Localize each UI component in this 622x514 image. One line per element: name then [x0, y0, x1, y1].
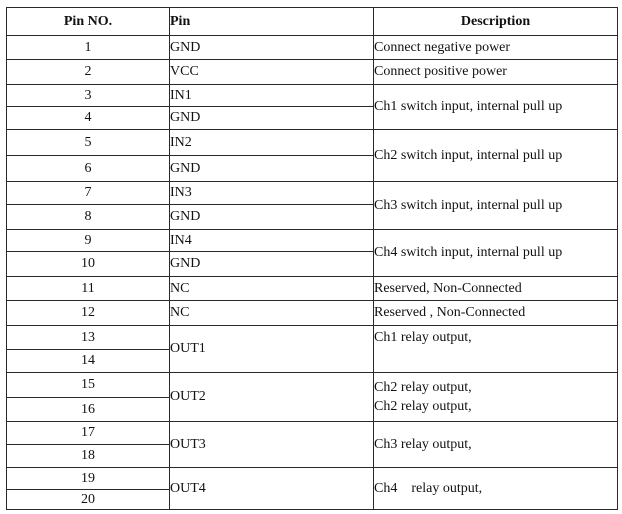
pin-number: 6: [7, 156, 170, 182]
table-row: [7, 36, 618, 60]
pin-description: [374, 373, 618, 422]
pin-name: VCC: [170, 60, 374, 85]
pin-number: 3: [7, 85, 170, 107]
description-line: Reserved , Non-Connected: [374, 305, 526, 321]
pin-number: 12: [7, 301, 170, 326]
pin-number: 7: [7, 182, 170, 205]
pin-number: 9: [7, 230, 170, 252]
description-line: Connect negative power: [374, 39, 511, 55]
pin-name: IN4: [170, 230, 374, 252]
pin-number: 17: [7, 422, 170, 445]
table-row: [7, 422, 618, 445]
description-line: Ch4 switch input, internal pull up: [374, 245, 563, 261]
pin-number: 18: [7, 445, 170, 468]
pin-name: OUT1: [170, 326, 374, 373]
pin-number: 10: [7, 252, 170, 277]
pin-description: [374, 468, 618, 510]
pin-description: [374, 130, 618, 182]
pin-number: 19: [7, 468, 170, 490]
pin-number: 5: [7, 130, 170, 156]
table-row: [7, 130, 618, 156]
pin-description: [374, 277, 618, 301]
table-row: [7, 85, 618, 107]
table-row: [7, 373, 618, 398]
description-line: Ch3 switch input, internal pull up: [374, 197, 563, 213]
description-line: Reserved, Non-Connected: [374, 280, 522, 296]
pin-number: 11: [7, 277, 170, 301]
pin-name: OUT2: [170, 373, 374, 422]
table-row: [7, 326, 618, 350]
description-line: Ch4 relay output,: [374, 480, 483, 496]
pin-name: OUT4: [170, 468, 374, 510]
pin-number: 13: [7, 326, 170, 350]
pin-description: [374, 422, 618, 468]
pin-name: GND: [170, 156, 374, 182]
pin-name: IN1: [170, 85, 374, 107]
pin-description: [374, 60, 618, 85]
pin-name: OUT3: [170, 422, 374, 468]
pin-name: GND: [170, 205, 374, 230]
header-pin-no: Pin NO.: [7, 8, 170, 36]
description-line: Ch2 relay output,: [374, 398, 472, 414]
header-description: Description: [374, 8, 618, 36]
pin-description: [374, 85, 618, 130]
pin-name: NC: [170, 277, 374, 301]
pin-number: 8: [7, 205, 170, 230]
pin-number: 20: [7, 490, 170, 510]
pin-name: GND: [170, 252, 374, 277]
description-line: Ch2 relay output,: [374, 380, 472, 396]
description-line: Ch1 switch input, internal pull up: [374, 99, 563, 115]
pin-name: IN2: [170, 130, 374, 156]
pin-number: 15: [7, 373, 170, 398]
description-line: Connect positive power: [374, 64, 507, 80]
description-line: Ch1 relay output,: [374, 330, 472, 345]
pin-name: GND: [170, 36, 374, 60]
pin-description: [374, 36, 618, 60]
pin-name: GND: [170, 107, 374, 130]
pin-description: [374, 182, 618, 230]
pin-number: 2: [7, 60, 170, 85]
pin-number: 4: [7, 107, 170, 130]
pin-description: [374, 301, 618, 326]
table-row: [7, 301, 618, 326]
table-row: [7, 182, 618, 205]
pin-table: [6, 7, 618, 510]
description-line: Ch2 switch input, internal pull up: [374, 147, 563, 163]
pin-description: [374, 230, 618, 277]
pin-name: IN3: [170, 182, 374, 205]
pin-number: 14: [7, 350, 170, 373]
pin-number: 16: [7, 398, 170, 422]
table-row: [7, 277, 618, 301]
table-row: [7, 468, 618, 490]
table-row: [7, 60, 618, 85]
pin-name: NC: [170, 301, 374, 326]
pin-number: 1: [7, 36, 170, 60]
header-pin: Pin: [170, 8, 374, 36]
pin-description: [374, 326, 618, 373]
header-row: [7, 8, 618, 36]
description-line: Ch3 relay output,: [374, 436, 472, 452]
table-row: [7, 230, 618, 252]
